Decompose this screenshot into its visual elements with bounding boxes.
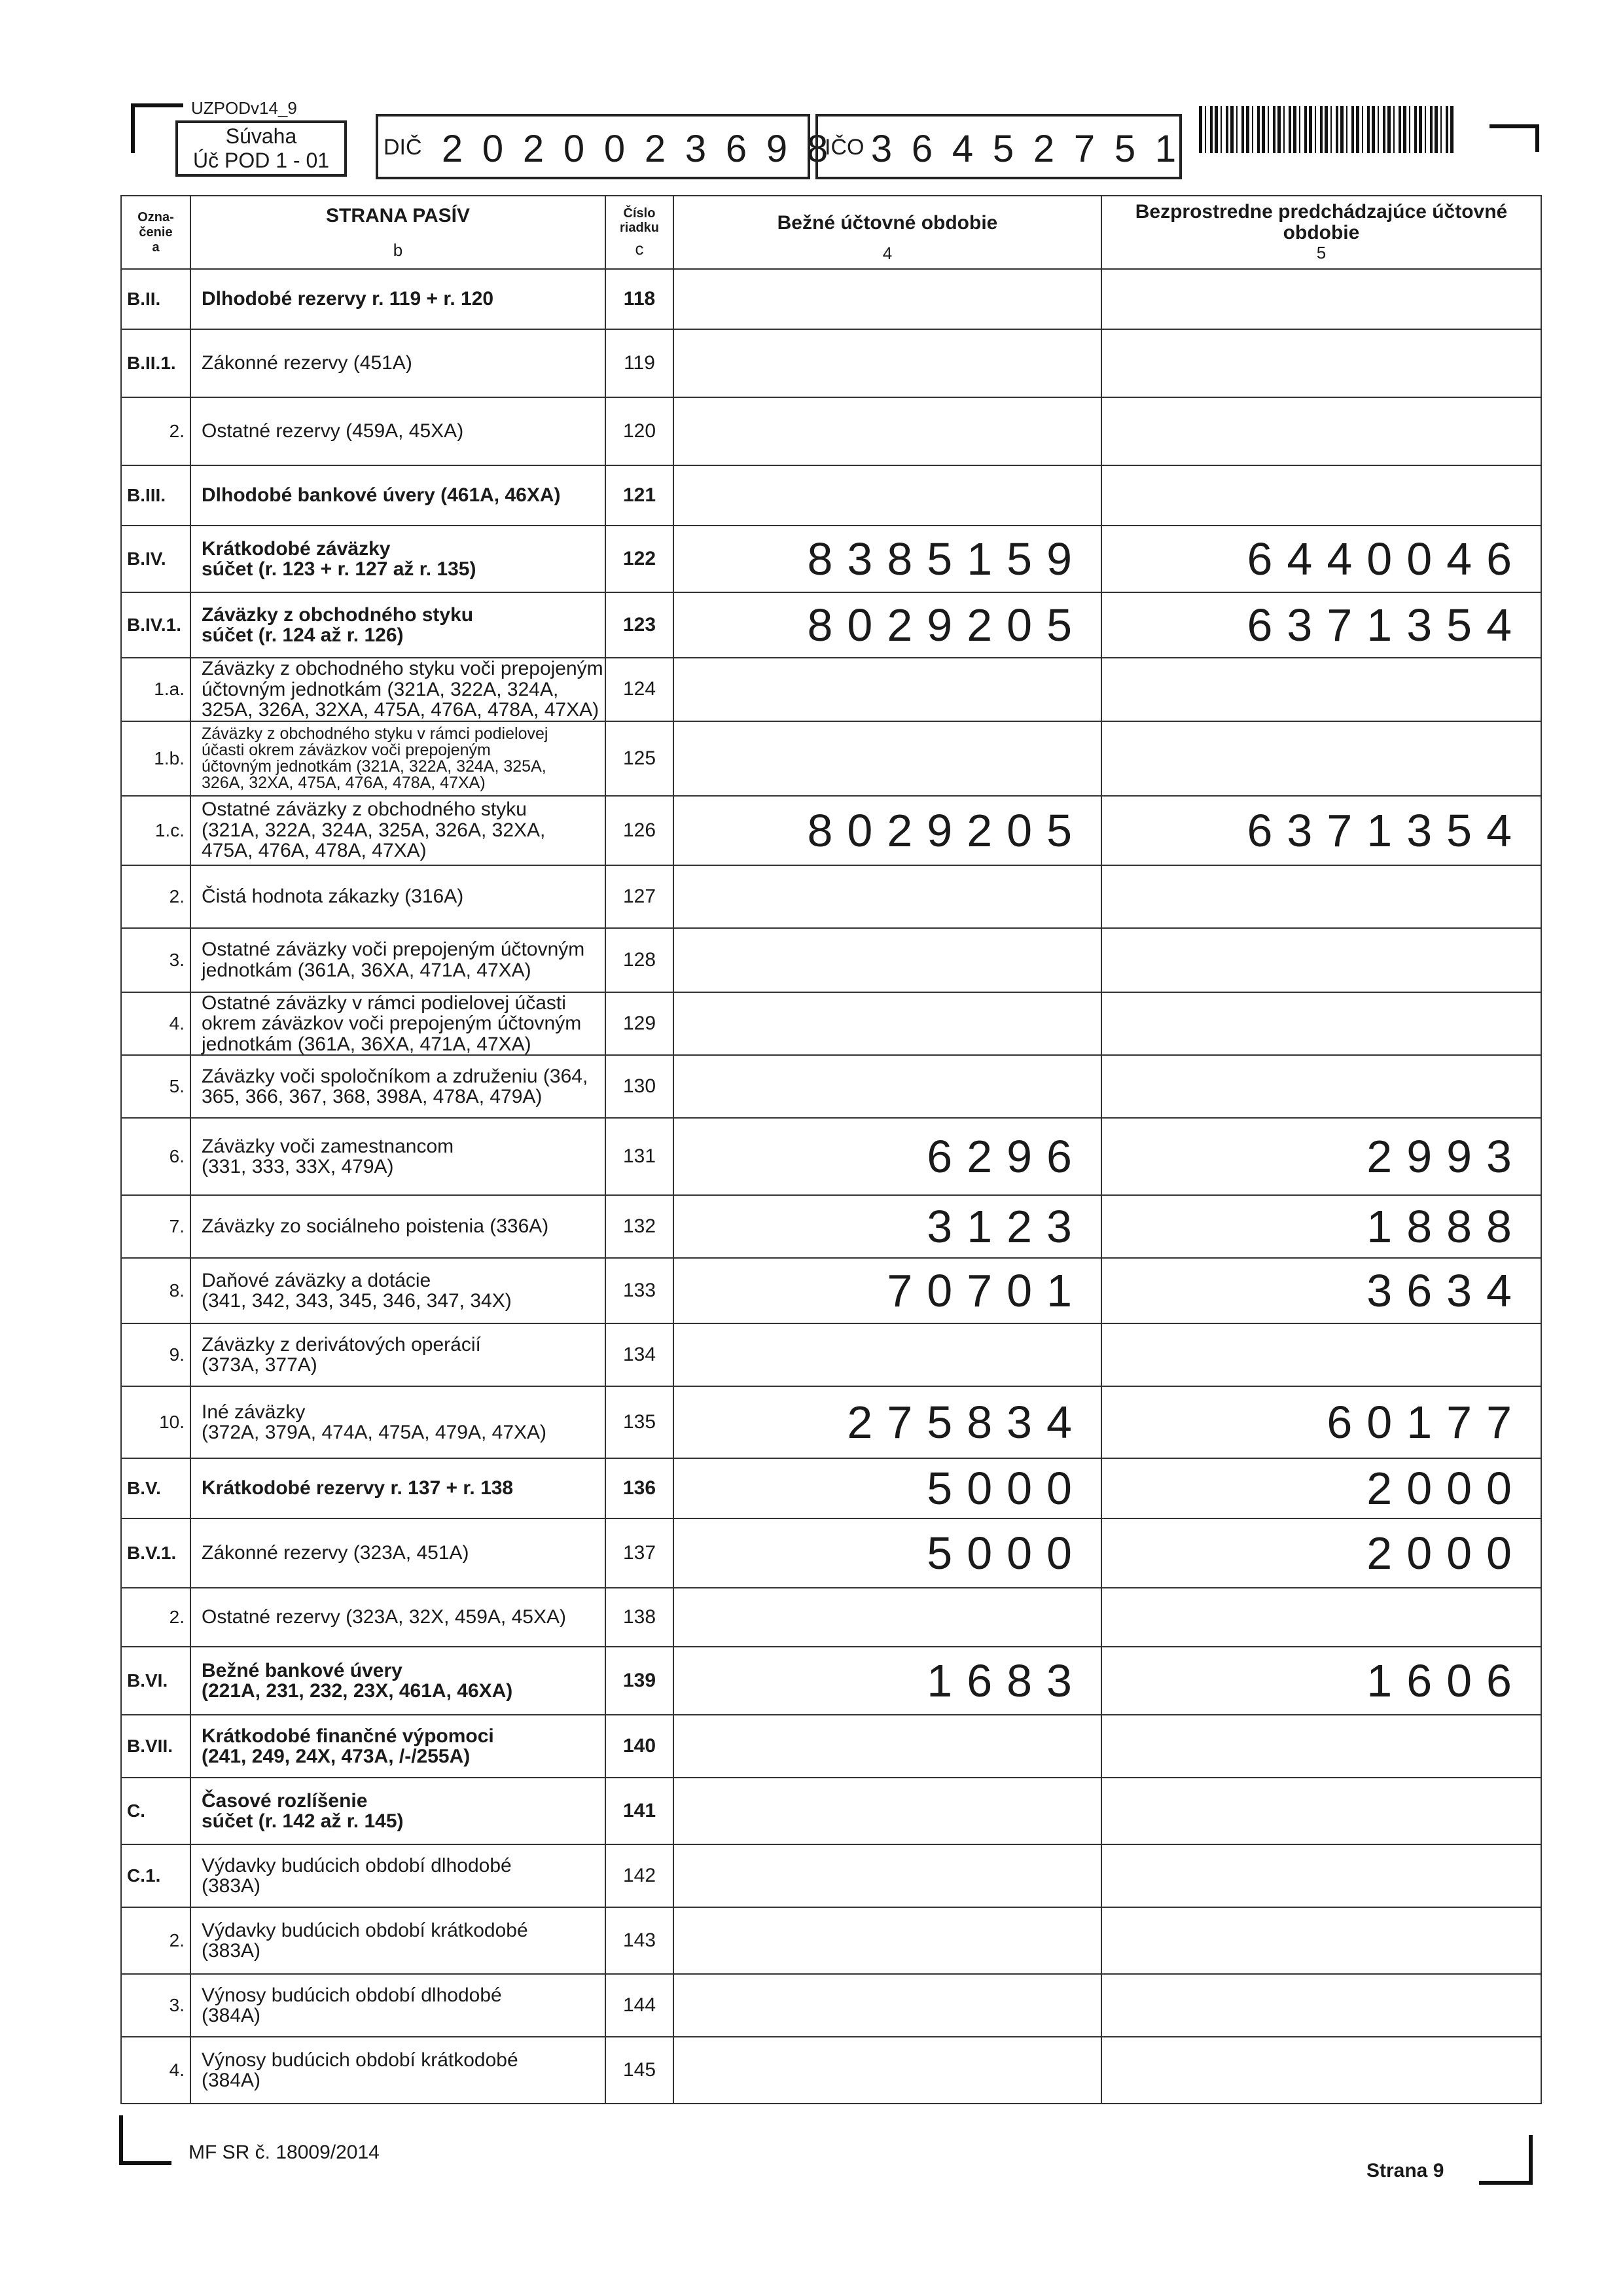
row-label: Ostatné záväzky voči prepojeným účtovným jednotkám (361A, 36XA, 471A, 47XA) xyxy=(190,928,605,992)
row-number: 126 xyxy=(605,796,673,865)
row-label: Záväzky z obchodného styku súčet (r. 124 až r. 126) xyxy=(190,592,605,658)
previous-period-value xyxy=(1101,865,1541,928)
digit: 2 xyxy=(644,127,666,170)
digit: 3 xyxy=(870,127,893,170)
row-mark: 1.b. xyxy=(121,721,190,796)
table-row xyxy=(121,1778,1541,1844)
current-period-value xyxy=(673,865,1101,928)
table-row xyxy=(121,1386,1541,1458)
row-label: Ostatné rezervy (459A, 45XA) xyxy=(190,397,605,465)
row-label: Časové rozlíšenie súčet (r. 142 až r. 145) xyxy=(190,1778,605,1844)
current-period-value xyxy=(673,1323,1101,1386)
row-number: 134 xyxy=(605,1323,673,1386)
current-period-value xyxy=(673,329,1101,397)
previous-period-value xyxy=(1101,1588,1541,1647)
row-number: 138 xyxy=(605,1588,673,1647)
table-row xyxy=(121,1195,1541,1258)
previous-period-value xyxy=(1101,1844,1541,1907)
table-row xyxy=(121,928,1541,992)
previous-period-value: 2993 xyxy=(1101,1118,1541,1195)
previous-period-value xyxy=(1101,2037,1541,2104)
current-period-value xyxy=(673,2037,1101,2104)
corner-mark-top-right xyxy=(1489,124,1539,152)
col-e-title: Bezprostredne predchádzajúce účtovné obdobie xyxy=(1135,201,1508,243)
table-row xyxy=(121,465,1541,526)
row-label: Čistá hodnota zákazky (316A) xyxy=(190,865,605,928)
previous-period-value: 6371354 xyxy=(1101,592,1541,658)
col-c-letter: c xyxy=(635,238,644,259)
row-mark: B.II. xyxy=(121,269,190,329)
row-mark: 10. xyxy=(121,1386,190,1458)
row-mark: B.V. xyxy=(121,1458,190,1518)
digit: 2 xyxy=(1033,127,1055,170)
barcode xyxy=(1199,106,1454,153)
previous-period-value xyxy=(1101,269,1541,329)
row-number: 125 xyxy=(605,721,673,796)
row-number: 122 xyxy=(605,526,673,592)
row-label: Bežné bankové úvery (221A, 231, 232, 23X, 461A, 46XA) xyxy=(190,1647,605,1715)
previous-period-value xyxy=(1101,465,1541,526)
current-period-value xyxy=(673,721,1101,796)
table-row xyxy=(121,592,1541,658)
row-mark: 2. xyxy=(121,1588,190,1647)
row-mark: B.VI. xyxy=(121,1647,190,1715)
digit: 5 xyxy=(1114,127,1136,170)
row-mark: 3. xyxy=(121,1974,190,2037)
row-number: 140 xyxy=(605,1715,673,1778)
digit: 3 xyxy=(685,127,707,170)
row-label: Záväzky voči zamestnancom (331, 333, 33X, 479A) xyxy=(190,1118,605,1195)
row-label: Zákonné rezervy (451A) xyxy=(190,329,605,397)
col-b-header xyxy=(190,196,605,269)
digit: 6 xyxy=(725,127,747,170)
row-number: 130 xyxy=(605,1055,673,1118)
row-label: Záväzky z obchodného styku voči prepojeným účtovným jednotkám (321A, 322A, 324A, 325A, 326A, 32XA, 475A, 476A, 478A, 47XA) xyxy=(190,658,605,721)
col-c-header xyxy=(605,196,673,269)
row-number: 120 xyxy=(605,397,673,465)
row-number: 142 xyxy=(605,1844,673,1907)
row-number: 123 xyxy=(605,592,673,658)
row-number: 128 xyxy=(605,928,673,992)
row-mark: B.IV. xyxy=(121,526,190,592)
current-period-value: 5000 xyxy=(673,1518,1101,1588)
table-row xyxy=(121,1974,1541,2037)
previous-period-value xyxy=(1101,1715,1541,1778)
dic-label: DIČ xyxy=(383,135,422,160)
previous-period-value: 2000 xyxy=(1101,1518,1541,1588)
digit: 2 xyxy=(441,127,463,170)
row-number: 129 xyxy=(605,992,673,1056)
previous-period-value: 6371354 xyxy=(1101,796,1541,865)
row-label: Výdavky budúcich období krátkodobé (383A) xyxy=(190,1907,605,1974)
table-row xyxy=(121,1258,1541,1323)
digit: 7 xyxy=(1073,127,1096,170)
table-row xyxy=(121,1907,1541,1974)
digit: 2 xyxy=(522,127,544,170)
row-label: Daňové záväzky a dotácie (341, 342, 343, 345, 346, 347, 34X) xyxy=(190,1258,605,1323)
page-number: Strana 9 xyxy=(1366,2160,1444,2181)
row-label: Zákonné rezervy (323A, 451A) xyxy=(190,1518,605,1588)
row-number: 143 xyxy=(605,1907,673,1974)
table-row xyxy=(121,992,1541,1056)
row-label: Krátkodobé finančné výpomoci (241, 249, 24X, 473A, /-/255A) xyxy=(190,1715,605,1778)
previous-period-value xyxy=(1101,1778,1541,1844)
current-period-value: 3123 xyxy=(673,1195,1101,1258)
row-mark: 6. xyxy=(121,1118,190,1195)
col-e-header xyxy=(1101,196,1541,269)
row-mark: B.IV.1. xyxy=(121,592,190,658)
col-b-title: STRANA PASÍV xyxy=(325,204,471,226)
row-number: 136 xyxy=(605,1458,673,1518)
digit: 0 xyxy=(482,127,504,170)
row-number: 137 xyxy=(605,1518,673,1588)
current-period-value xyxy=(673,992,1101,1056)
table-row xyxy=(121,721,1541,796)
col-d-num: 4 xyxy=(882,243,893,263)
row-number: 132 xyxy=(605,1195,673,1258)
previous-period-value: 6440046 xyxy=(1101,526,1541,592)
current-period-value xyxy=(673,1715,1101,1778)
previous-period-value: 60177 xyxy=(1101,1386,1541,1458)
current-period-value: 5000 xyxy=(673,1458,1101,1518)
row-label: Ostatné záväzky v rámci podielovej účasti okrem záväzkov voči prepojeným účtovným jednotkám (361A, 36XA, 471A, 47XA) xyxy=(190,992,605,1056)
row-label: Ostatné rezervy (323A, 32X, 459A, 45XA) xyxy=(190,1588,605,1647)
current-period-value xyxy=(673,658,1101,721)
row-label: Záväzky z derivátových operácií (373A, 377A) xyxy=(190,1323,605,1386)
current-period-value xyxy=(673,397,1101,465)
table-row xyxy=(121,1715,1541,1778)
row-label: Iné záväzky (372A, 379A, 474A, 475A, 479A, 47XA) xyxy=(190,1386,605,1458)
current-period-value xyxy=(673,1974,1101,2037)
previous-period-value xyxy=(1101,928,1541,992)
current-period-value xyxy=(673,1778,1101,1844)
table-row xyxy=(121,269,1541,329)
previous-period-value xyxy=(1101,1055,1541,1118)
row-label: Dlhodobé bankové úvery (461A, 46XA) xyxy=(190,465,605,526)
row-mark: 5. xyxy=(121,1055,190,1118)
previous-period-value: 2000 xyxy=(1101,1458,1541,1518)
row-label: Výdavky budúcich období dlhodobé (383A) xyxy=(190,1844,605,1907)
digit: 8 xyxy=(806,127,829,170)
table-header xyxy=(121,196,1541,269)
previous-period-value xyxy=(1101,329,1541,397)
current-period-value xyxy=(673,1844,1101,1907)
row-label: Výnosy budúcich období krátkodobé (384A) xyxy=(190,2037,605,2104)
dic-value xyxy=(432,126,838,171)
digit: 9 xyxy=(766,127,788,170)
digit: 0 xyxy=(563,127,585,170)
row-number: 144 xyxy=(605,1974,673,2037)
form-sub: Úč POD 1 - 01 xyxy=(192,149,330,172)
current-period-value: 70701 xyxy=(673,1258,1101,1323)
col-d-title: Bežné účtovné obdobie xyxy=(777,211,998,234)
current-period-value: 8029205 xyxy=(673,796,1101,865)
row-mark: B.V.1. xyxy=(121,1518,190,1588)
current-period-value xyxy=(673,1588,1101,1647)
previous-period-value: 1606 xyxy=(1101,1647,1541,1715)
col-e-num: 5 xyxy=(1316,243,1327,262)
table-row xyxy=(121,1118,1541,1195)
current-period-value xyxy=(673,928,1101,992)
row-label: Ostatné záväzky z obchodného styku (321A, 322A, 324A, 325A, 326A, 32XA, 475A, 476A, 478A, 47XA) xyxy=(190,796,605,865)
row-number: 118 xyxy=(605,269,673,329)
row-mark: 4. xyxy=(121,992,190,1056)
row-mark: B.III. xyxy=(121,465,190,526)
ico-label: IČO xyxy=(825,135,865,160)
ico-value xyxy=(861,126,1186,171)
row-number: 127 xyxy=(605,865,673,928)
table-row xyxy=(121,865,1541,928)
table-row xyxy=(121,526,1541,592)
row-number: 145 xyxy=(605,2037,673,2104)
row-label: Výnosy budúcich období dlhodobé (384A) xyxy=(190,1974,605,2037)
row-mark: 9. xyxy=(121,1323,190,1386)
previous-period-value xyxy=(1101,658,1541,721)
digit: 4 xyxy=(952,127,974,170)
table-row xyxy=(121,1458,1541,1518)
previous-period-value xyxy=(1101,1974,1541,2037)
current-period-value xyxy=(673,1055,1101,1118)
digit: 5 xyxy=(992,127,1014,170)
col-d-header xyxy=(673,196,1101,269)
current-period-value xyxy=(673,269,1101,329)
liabilities-table xyxy=(120,195,1542,2104)
table-row xyxy=(121,329,1541,397)
row-mark: C. xyxy=(121,1778,190,1844)
previous-period-value xyxy=(1101,1907,1541,1974)
row-number: 124 xyxy=(605,658,673,721)
current-period-value xyxy=(673,465,1101,526)
table-row xyxy=(121,2037,1541,2104)
row-number: 141 xyxy=(605,1778,673,1844)
row-label: Záväzky zo sociálneho poistenia (336A) xyxy=(190,1195,605,1258)
row-mark: 8. xyxy=(121,1258,190,1323)
table-row xyxy=(121,1844,1541,1907)
row-mark: C.1. xyxy=(121,1844,190,1907)
corner-mark-bottom-left xyxy=(119,2115,171,2165)
table-row xyxy=(121,1647,1541,1715)
form-code: UZPODv14_9 xyxy=(191,98,297,118)
table-row xyxy=(121,1323,1541,1386)
current-period-value: 6296 xyxy=(673,1118,1101,1195)
col-b-letter: b xyxy=(393,240,403,260)
row-label: Záväzky voči spoločníkom a združeniu (364, 365, 366, 367, 368, 398A, 478A, 479A) xyxy=(190,1055,605,1118)
row-mark: B.II.1. xyxy=(121,329,190,397)
table-row xyxy=(121,1518,1541,1588)
row-mark: 1.a. xyxy=(121,658,190,721)
table-row xyxy=(121,1055,1541,1118)
row-number: 139 xyxy=(605,1647,673,1715)
current-period-value: 8385159 xyxy=(673,526,1101,592)
row-mark: 2. xyxy=(121,397,190,465)
row-number: 135 xyxy=(605,1386,673,1458)
col-c-title: Číslo riadku xyxy=(619,206,660,235)
previous-period-value xyxy=(1101,397,1541,465)
row-label: Krátkodobé rezervy r. 137 + r. 138 xyxy=(190,1458,605,1518)
current-period-value: 275834 xyxy=(673,1386,1101,1458)
row-mark: 4. xyxy=(121,2037,190,2104)
previous-period-value: 1888 xyxy=(1101,1195,1541,1258)
row-mark: B.VII. xyxy=(121,1715,190,1778)
table-row xyxy=(121,1588,1541,1647)
row-mark: 7. xyxy=(121,1195,190,1258)
table-row xyxy=(121,397,1541,465)
form-name: Súvaha xyxy=(225,124,297,148)
current-period-value: 8029205 xyxy=(673,592,1101,658)
digit: 6 xyxy=(911,127,933,170)
previous-period-value xyxy=(1101,721,1541,796)
col-a-header: Ozna- čenie a xyxy=(121,196,190,269)
row-number: 133 xyxy=(605,1258,673,1323)
current-period-value xyxy=(673,1907,1101,1974)
digit: 0 xyxy=(603,127,626,170)
previous-period-value xyxy=(1101,992,1541,1056)
row-mark: 1.c. xyxy=(121,796,190,865)
row-label: Dlhodobé rezervy r. 119 + r. 120 xyxy=(190,269,605,329)
row-number: 121 xyxy=(605,465,673,526)
previous-period-value: 3634 xyxy=(1101,1258,1541,1323)
previous-period-value xyxy=(1101,1323,1541,1386)
corner-mark-bottom-right xyxy=(1479,2135,1533,2185)
row-label: Krátkodobé záväzky súčet (r. 123 + r. 127 až r. 135) xyxy=(190,526,605,592)
footer-reference: MF SR č. 18009/2014 xyxy=(188,2142,380,2163)
row-number: 119 xyxy=(605,329,673,397)
row-mark: 2. xyxy=(121,1907,190,1974)
current-period-value: 1683 xyxy=(673,1647,1101,1715)
table-row xyxy=(121,658,1541,721)
row-mark: 2. xyxy=(121,865,190,928)
row-mark: 3. xyxy=(121,928,190,992)
table-row xyxy=(121,796,1541,865)
ico-box xyxy=(815,114,1182,179)
dic-box xyxy=(376,114,829,179)
row-number: 131 xyxy=(605,1118,673,1195)
row-label: Záväzky z obchodného styku v rámci podielovej účasti okrem záväzkov voči prepojeným účtovným jednotkám (321A, 322A, 324A, 325A, 326A, 32XA, 475A, 476A, 478A, 47XA) xyxy=(190,721,605,796)
digit: 1 xyxy=(1154,127,1177,170)
form-title-box xyxy=(175,120,347,177)
